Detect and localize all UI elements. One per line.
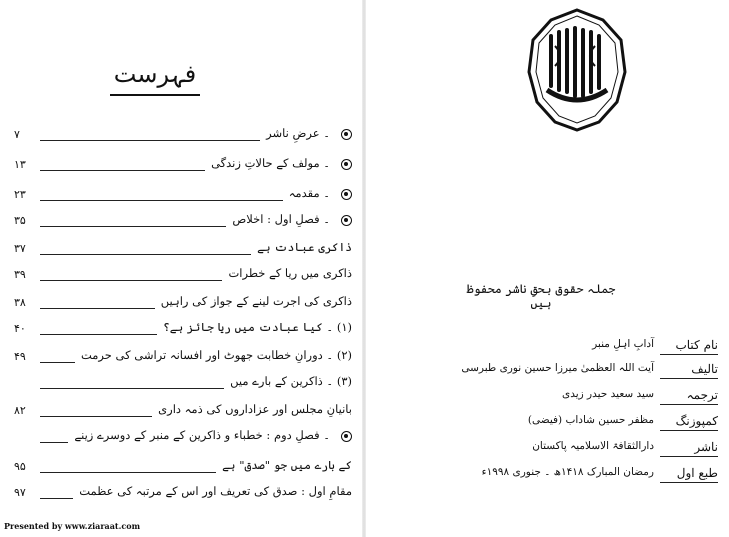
imprint-row	[424, 336, 718, 358]
toc-page-number: ۹۵	[14, 460, 26, 473]
toc-entry-title: کے بارے میں جو "صدق" ہے	[222, 458, 352, 472]
bullet-circle-icon	[341, 129, 352, 140]
imprint-row	[424, 360, 718, 382]
toc-entry	[10, 126, 356, 146]
imprint-row	[424, 412, 718, 434]
toc-page-number: ۹۷	[14, 486, 26, 499]
bismillah-seal-icon	[525, 6, 629, 134]
label-underline	[660, 430, 718, 431]
toc-entry	[10, 374, 356, 394]
footer-credit: Presented by www.ziaraat.com	[4, 521, 141, 531]
leader-line	[40, 472, 216, 473]
toc-entry-title: مقامِ اول : صدق کی تعریف اور اس کے مرتبہ کی عظمت	[79, 484, 352, 498]
toc-entry-title: (۳) ۔ ذاکرین کے بارے میں	[230, 374, 352, 388]
imprint-value: سید سعید حیدر زیدی	[562, 388, 654, 400]
toc-entry	[10, 212, 356, 232]
imprint-row	[424, 438, 718, 460]
toc-entry-title: ذاکری میں ریا کے خطرات	[228, 266, 352, 280]
bullet-circle-icon	[341, 159, 352, 170]
toc-entry-title: ۔ فصلِ دوم : خطباء و ذاکرین کے منبر کے دوسرے زینے	[74, 428, 330, 442]
label-underline	[660, 456, 718, 457]
toc-entry	[10, 186, 356, 206]
imprint-label: طبع اول	[676, 466, 718, 480]
leader-line	[40, 442, 68, 443]
imprint-value: آیت اللہ العظمیٰ میرزا حسین نوری طبرسی	[461, 362, 654, 374]
toc-entry-title: ذاکری کی اجرت لینے کے جواز کی راہیں	[160, 294, 352, 308]
leader-line	[40, 362, 75, 363]
leader-line	[40, 416, 152, 417]
copyright-notice: جملہ حقوق بحقِ ناشر محفوظ ہیں	[466, 282, 616, 310]
toc-entry	[10, 266, 356, 286]
imprint-label: نام کتاب	[675, 338, 718, 352]
leader-line	[40, 140, 260, 141]
bullet-circle-icon	[341, 215, 352, 226]
toc-page-number: ۱۳	[14, 158, 26, 171]
imprint-label: ناشر	[694, 440, 718, 454]
imprint-label: ترجمہ	[686, 388, 718, 402]
leader-line	[40, 498, 73, 499]
toc-entry	[10, 484, 356, 504]
toc-entry	[10, 402, 356, 422]
bullet-circle-icon	[341, 431, 352, 442]
imprint-value: مظفر حسین شاداب (فیضی)	[527, 414, 654, 426]
toc-page-number: ۴۰	[14, 322, 26, 335]
imprint-value: دارالثقافۃ الاسلامیہ پاکستان	[532, 440, 654, 452]
toc-entry-title: ذاکری عبادت ہے	[257, 240, 352, 254]
toc-page-number: ۳۸	[14, 296, 26, 309]
leader-line	[40, 254, 251, 255]
toc-entry-title: بانیانِ مجلس اور عزاداروں کی ذمہ داری	[158, 402, 352, 416]
toc-entry	[10, 458, 356, 478]
toc-page-number: ۸۲	[14, 404, 26, 417]
leader-line	[40, 226, 226, 227]
imprint-row	[424, 464, 718, 486]
toc-entry	[10, 294, 356, 314]
imprint-page	[366, 0, 729, 537]
title-underline	[110, 94, 200, 96]
leader-line	[40, 334, 157, 335]
toc-entry-title: (۱) ۔ کیا عبادت میں ریا جائز ہے؟	[162, 320, 352, 334]
toc-page-number: ۴۹	[14, 350, 26, 363]
leader-line	[40, 170, 205, 171]
leader-line	[40, 200, 283, 201]
label-underline	[660, 404, 718, 405]
toc-page-number: ۲۳	[14, 188, 26, 201]
leader-line	[40, 388, 224, 389]
toc-page-number: ۳۵	[14, 214, 26, 227]
toc-entry	[10, 240, 356, 260]
toc-title: فہرست	[113, 60, 197, 88]
imprint-value: آدابِ اہلِ منبر	[592, 338, 654, 350]
imprint-row	[424, 386, 718, 408]
leader-line	[40, 308, 155, 309]
imprint-value: رمضان المبارک ۱۴۱۸ھ ۔ جنوری ۱۹۹۸ء	[481, 466, 654, 478]
toc-page-number: ۳۷	[14, 242, 26, 255]
label-underline	[660, 378, 718, 379]
toc-entry-title: ۔ عرضِ ناشر	[266, 126, 330, 140]
toc-page-number: ۳۹	[14, 268, 26, 281]
toc-entry-title: ۔ مولف کے حالاتِ زندگی	[211, 156, 330, 170]
toc-entry-title: ۔ فصلِ اول : اخلاص	[232, 212, 330, 226]
toc-entry	[10, 320, 356, 340]
imprint-label: تالیف	[691, 362, 718, 376]
toc-entry	[10, 348, 356, 368]
toc-entry-title: ۔ مقدمہ	[288, 186, 330, 200]
label-underline	[660, 482, 718, 483]
toc-page	[0, 0, 362, 537]
imprint-label: کمپوزنگ	[675, 414, 718, 428]
leader-line	[40, 280, 222, 281]
toc-page-number: ۷	[14, 128, 20, 141]
toc-entry	[10, 428, 356, 448]
toc-entry	[10, 156, 356, 176]
toc-entry-title: (۲) ۔ دورانِ خطابت جھوٹ اور افسانہ تراشی کی حرمت	[80, 348, 352, 362]
bullet-circle-icon	[341, 189, 352, 200]
label-underline	[660, 354, 718, 355]
